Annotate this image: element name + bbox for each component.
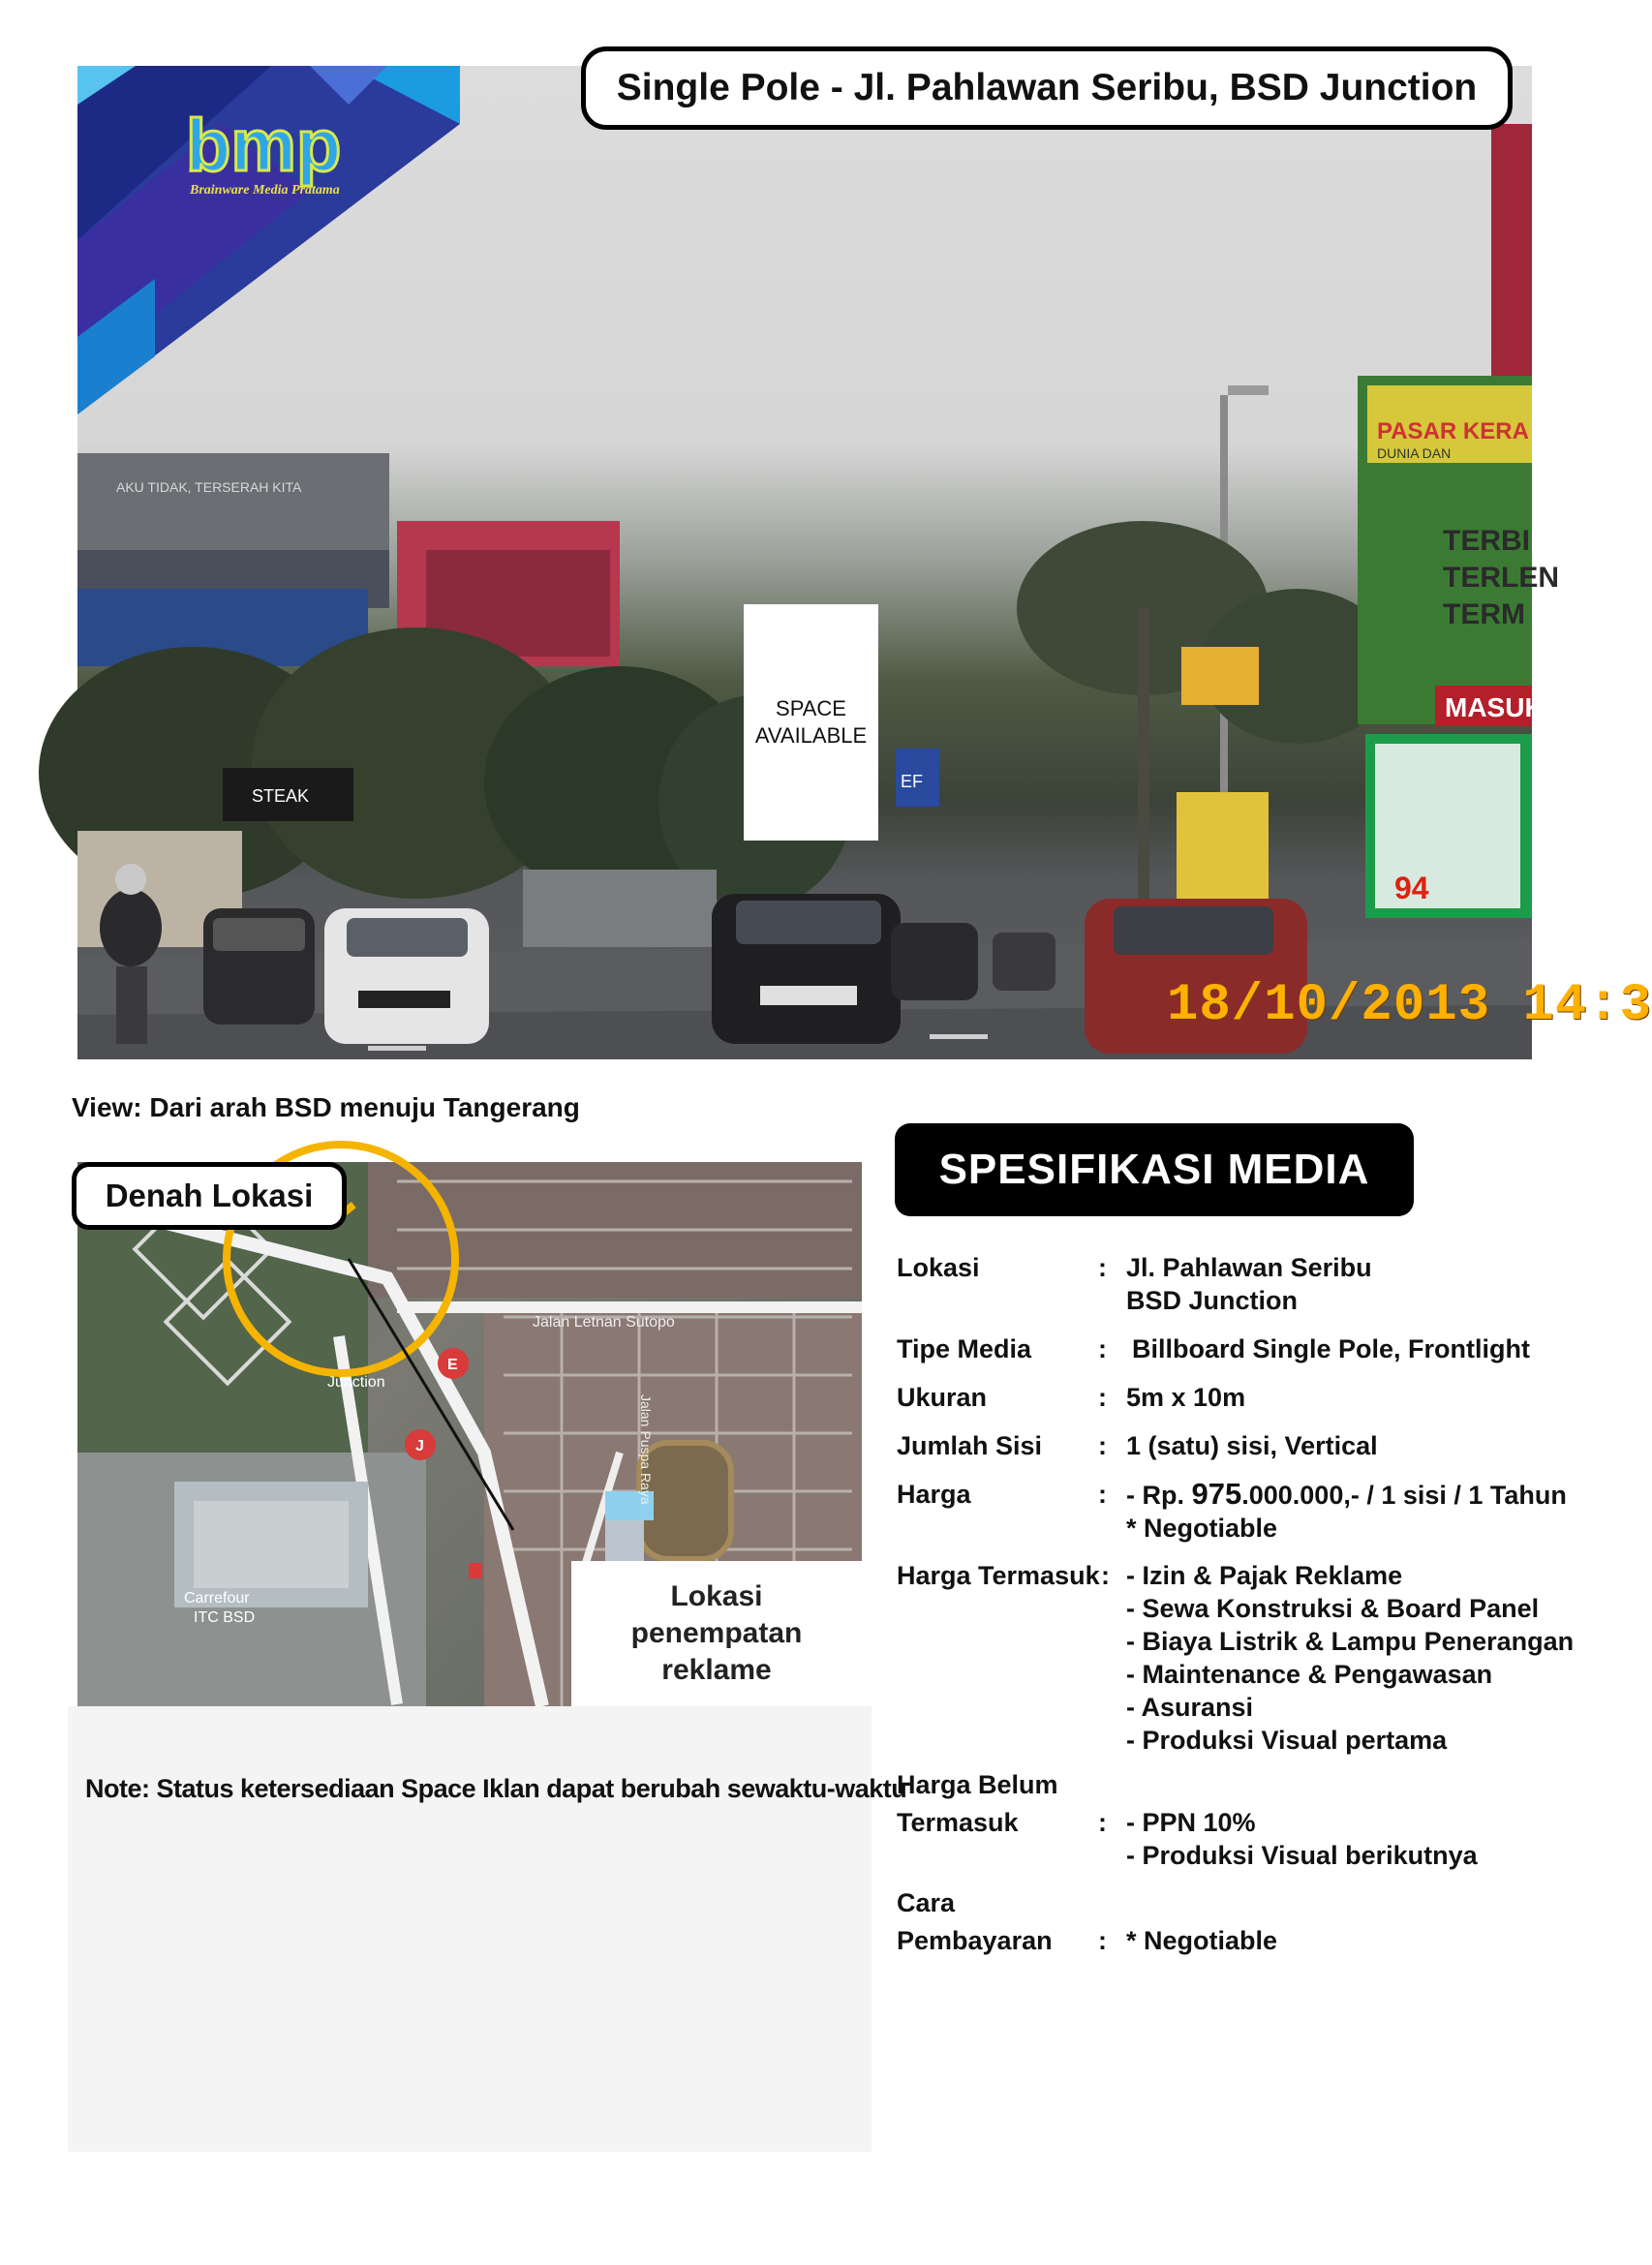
svg-text:DUNIA DAN: DUNIA DAN (1377, 445, 1452, 461)
space-available-placeholder (744, 604, 878, 841)
page-title: Single Pole - Jl. Pahlawan Seribu, BSD Junction (581, 46, 1513, 130)
spec-value: - Izin & Pajak Reklame (1126, 1561, 1403, 1590)
svg-text:TERBI: TERBI (1443, 525, 1530, 557)
cars-distant (891, 923, 1055, 1000)
svg-text:EF: EF (901, 772, 924, 791)
callout-line-3: reklame (661, 1654, 772, 1686)
spec-label: Pembayaran (897, 1926, 1053, 1955)
spec-colon: : (1098, 1431, 1107, 1460)
svg-text:STEAK: STEAK (252, 786, 310, 806)
svg-text:E: E (447, 1357, 458, 1373)
brand-logo (77, 66, 460, 414)
spec-value: * Negotiable (1126, 1514, 1278, 1543)
svg-text:94: 94 (1394, 871, 1429, 905)
spec-label: Jumlah Sisi (897, 1431, 1043, 1460)
spec-value: - Produksi Visual pertama (1126, 1726, 1448, 1755)
spec-value: Jl. Pahlawan Seribu (1126, 1253, 1372, 1282)
callout-line-1: Lokasi (670, 1580, 763, 1612)
callout-line-2: penempatan (630, 1617, 803, 1649)
car-black-left (203, 908, 315, 1025)
spec-value: - Maintenance & Pengawasan (1126, 1660, 1493, 1689)
available-label: AVAILABLE (754, 723, 868, 748)
map-marker-e-icon (438, 1348, 469, 1379)
map-title: Denah Lokasi (72, 1162, 347, 1230)
availability-note: Note: Status ketersediaan Space Iklan dapat berubah sewaktu-waktu (85, 1774, 907, 1803)
spec-colon: : (1098, 1808, 1107, 1837)
spec-colon: : (1101, 1561, 1110, 1590)
logo-text: bmp (186, 105, 342, 187)
spec-label: Termasuk (897, 1808, 1019, 1837)
logo-tagline: Brainware Media Pratama (190, 183, 340, 198)
spec-value: Billboard Single Pole, Frontlight (1132, 1334, 1530, 1363)
car-white (324, 908, 489, 1044)
spec-value: 1 (satu) sisi, Vertical (1126, 1431, 1378, 1460)
svg-text:MASUK: MASUK (1445, 692, 1545, 722)
car-black-center (712, 894, 901, 1044)
svg-text:PASAR KERA: PASAR KERA (1377, 418, 1529, 444)
spec-header: SPESIFIKASI MEDIA (895, 1123, 1414, 1216)
view-direction-caption: View: Dari arah BSD menuju Tangerang (72, 1092, 580, 1122)
svg-text:TERLEN: TERLEN (1443, 562, 1559, 594)
spec-price (1126, 1478, 1581, 1512)
spec-colon: : (1098, 1334, 1107, 1363)
svg-text:TERM: TERM (1443, 598, 1525, 630)
spec-value: - PPN 10% (1126, 1808, 1256, 1837)
spec-colon: : (1098, 1480, 1107, 1509)
spec-label: Harga (897, 1480, 971, 1509)
price-prefix: - Rp. (1126, 1481, 1192, 1510)
map-marker-hotel-icon (469, 1563, 482, 1578)
price-amount: 975 (1191, 1477, 1242, 1511)
spec-value: - Produksi Visual berikutnya (1126, 1841, 1478, 1870)
spec-colon: : (1098, 1253, 1107, 1282)
spec-value: - Biaya Listrik & Lampu Penerangan (1126, 1627, 1575, 1656)
note-panel (68, 1706, 872, 2152)
svg-text:Jalan Puspa Raya: Jalan Puspa Raya (638, 1394, 654, 1505)
svg-text:ITC BSD: ITC BSD (194, 1609, 256, 1626)
spec-value: - Asuransi (1126, 1693, 1254, 1722)
svg-text:AKU TIDAK, TERSERAH KITA: AKU TIDAK, TERSERAH KITA (116, 479, 302, 495)
photo-timestamp: 18/10/2013 14:3 (1167, 976, 1652, 1035)
spec-value: 5m x 10m (1126, 1383, 1246, 1412)
svg-text:J: J (415, 1438, 424, 1454)
spec-label: Ukuran (897, 1383, 988, 1412)
spec-label: Harga Belum (897, 1770, 1058, 1799)
map-callout (571, 1561, 862, 1706)
space-label: SPACE (776, 696, 846, 720)
spec-label: Cara (897, 1888, 956, 1917)
spec-value: * Negotiable (1126, 1926, 1278, 1955)
spec-colon: : (1098, 1383, 1107, 1412)
map-marker-j-icon (405, 1429, 436, 1460)
spec-label: Harga Termasuk (897, 1561, 1100, 1590)
spec-value: BSD Junction (1126, 1286, 1299, 1315)
price-suffix: .000.000,- / 1 sisi / 1 Tahun (1241, 1481, 1567, 1510)
spec-label: Lokasi (897, 1253, 980, 1282)
svg-text:Jalan Letnan Sutopo: Jalan Letnan Sutopo (533, 1314, 675, 1331)
spec-colon: : (1098, 1926, 1107, 1955)
spec-value: - Sewa Konstruksi & Board Panel (1126, 1594, 1540, 1623)
svg-text:Carrefour: Carrefour (184, 1590, 250, 1607)
spec-label: Tipe Media (897, 1334, 1032, 1363)
svg-text:Junction: Junction (327, 1374, 385, 1391)
